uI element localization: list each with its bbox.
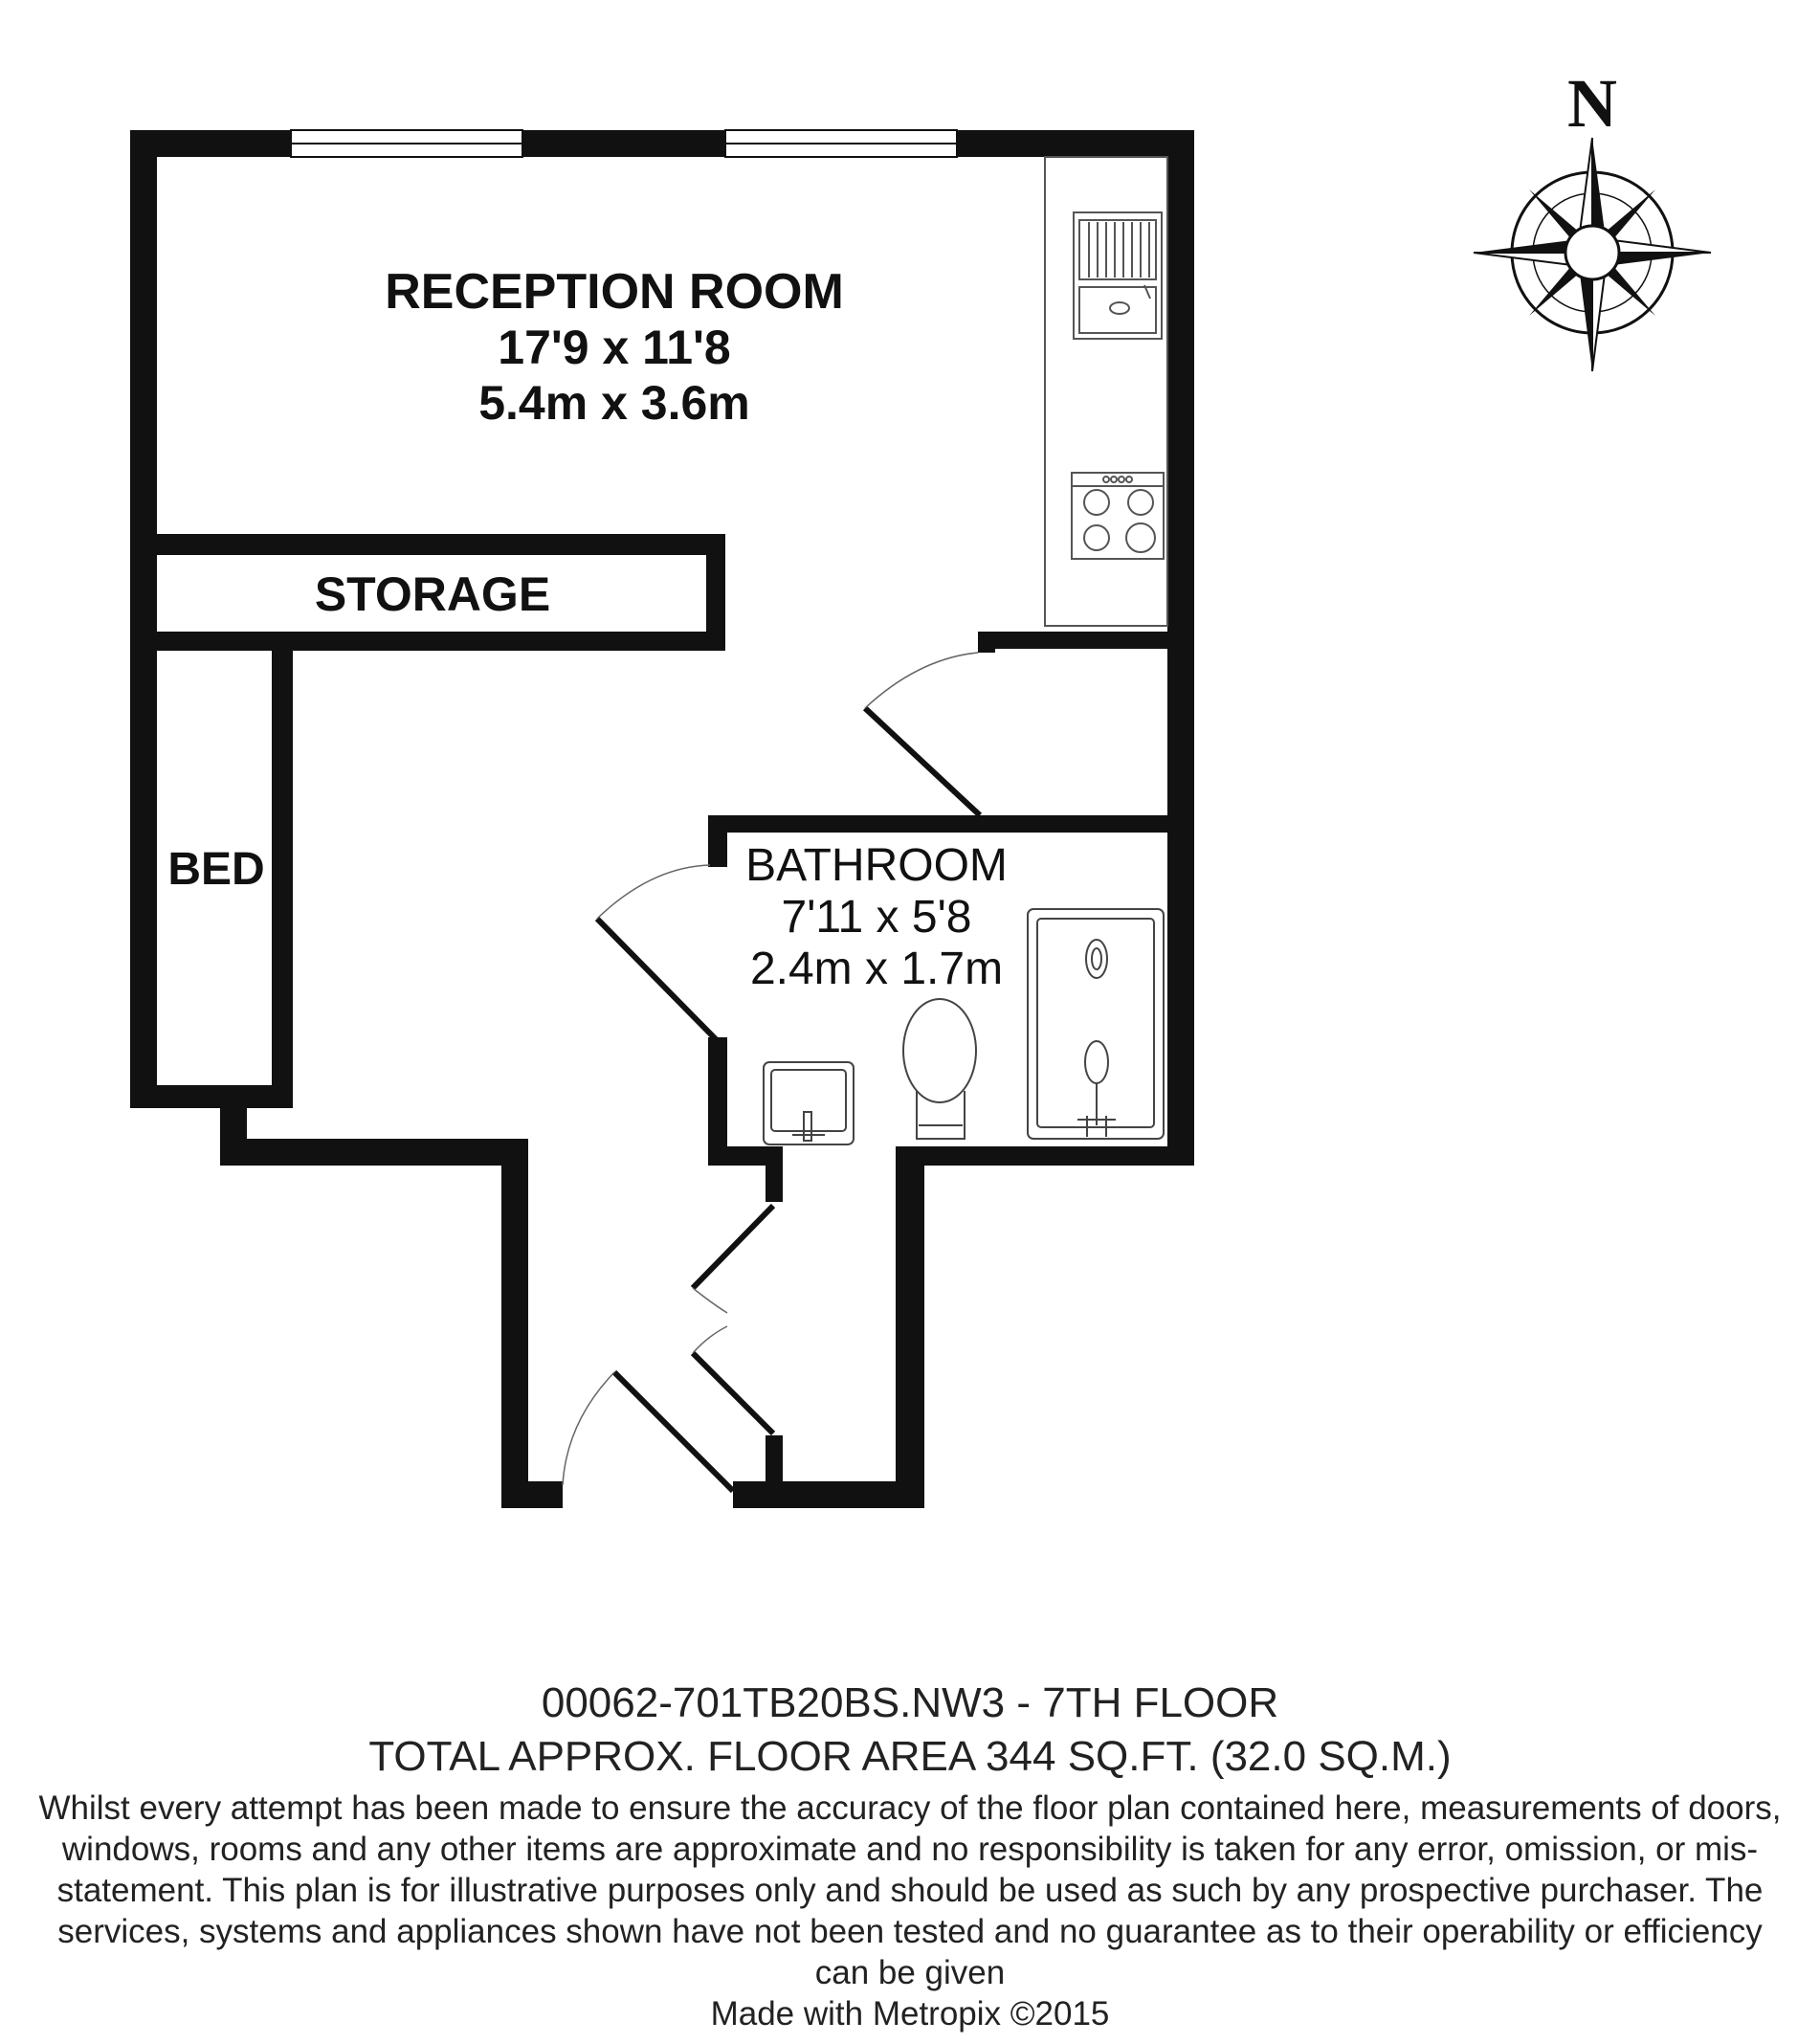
bathroom-metric: 2.4m x 1.7m xyxy=(749,944,1004,994)
wall-storage-bottom xyxy=(130,632,725,651)
toilet-icon xyxy=(903,999,976,1139)
sink-icon xyxy=(1074,212,1162,339)
wall-bed-right xyxy=(272,641,293,1108)
storage-name: STORAGE xyxy=(314,567,551,621)
wall-left-outer xyxy=(130,130,157,1108)
wall-top-middle xyxy=(522,130,725,157)
wall-cupboard-stub-bottom xyxy=(766,1435,783,1493)
compass-north-label: N xyxy=(1567,65,1617,142)
wall-cupboard-top xyxy=(978,632,1194,649)
door-cupboard xyxy=(865,653,980,815)
door-hall-cupboard-top xyxy=(693,1206,773,1313)
reception-imperial: 17'9 x 11'8 xyxy=(498,321,731,374)
metropix-credit: Made with Metropix ©2015 xyxy=(710,1995,1110,2033)
door-hall-cupboard-bottom xyxy=(693,1326,773,1433)
wall-hall-right xyxy=(896,1146,924,1508)
bathroom-name: BATHROOM xyxy=(745,840,1008,891)
bathroom-imperial: 7'11 x 5'8 xyxy=(781,892,972,943)
wall-storage-top xyxy=(130,534,725,555)
plan-footer xyxy=(38,1677,1782,2034)
wall-hall-bottom-left xyxy=(501,1481,563,1508)
reception-name: RECEPTION ROOM xyxy=(385,264,844,320)
wall-hall-left xyxy=(501,1139,528,1508)
disclaimer-text: Whilst every attempt has been made to ensure the accuracy of the floor plan contained here, measurements of doors, windows, rooms and any other items are approximate and no responsibility is taken for any error, omission, or mis-statement. This plan is for illustrative purposes only and should be used as such by any prospective purchaser. The services, systems and appliances shown have not been tested and no guarantee as to their operability or efficiency can be given xyxy=(38,1789,1782,1991)
wall-step-horizontal xyxy=(220,1139,528,1166)
hob-icon xyxy=(1072,473,1164,559)
wall-top-right xyxy=(957,130,1194,157)
kitchen xyxy=(1045,157,1167,626)
plan-reference: 00062-701TB20BS.NW3 - 7TH FLOOR xyxy=(541,1679,1279,1726)
reception-metric: 5.4m x 3.6m xyxy=(478,376,750,430)
shower-icon xyxy=(1028,909,1164,1139)
wall-bed-bottom-stub xyxy=(247,1085,293,1108)
wall-bathroom-top xyxy=(708,815,1194,833)
door-entrance xyxy=(563,1372,733,1491)
total-floor-area: TOTAL APPROX. FLOOR AREA 344 SQ.FT. (32.0 SQ.M.) xyxy=(368,1733,1452,1780)
room-labels xyxy=(167,264,1008,994)
compass-rose-icon xyxy=(1474,138,1711,371)
wall-bathroom-left-bottom xyxy=(708,1037,727,1166)
wall-bathroom-bottom-right xyxy=(896,1146,1194,1166)
basin-icon xyxy=(764,1062,854,1144)
bed-name: BED xyxy=(167,844,265,895)
wall-storage-right xyxy=(706,534,725,651)
wall-cupboard-top-stub xyxy=(978,632,995,653)
door-bathroom xyxy=(597,865,716,1039)
